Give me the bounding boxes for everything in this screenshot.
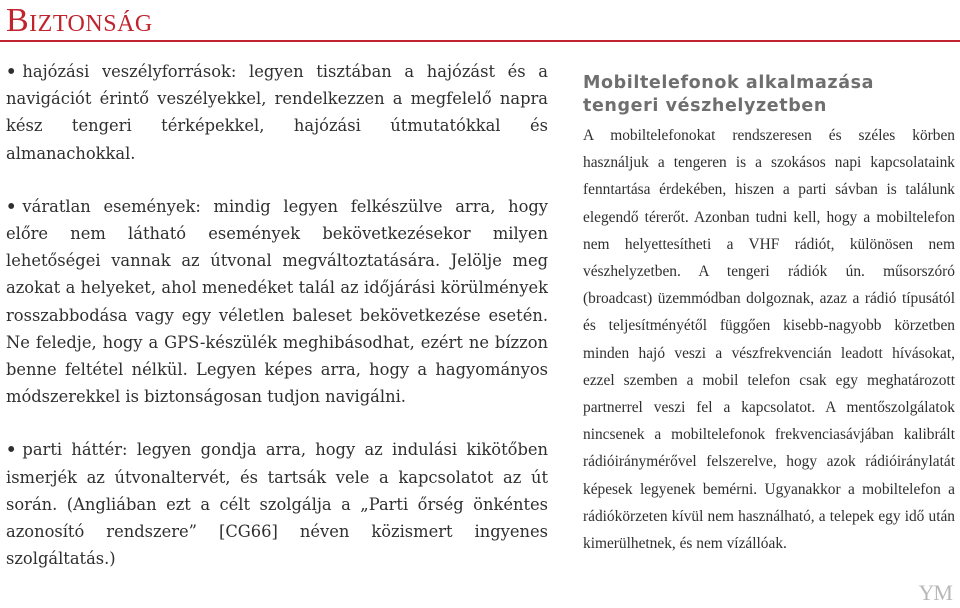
list-item-text: váratlan események: mindig legyen felkészülve arra, hogy előre nem látható események bekövetkezésekor milyen lehetőségei vannak az útvonal megváltoztatására. Jelölje meg azokat a helyeket, ahol menedéket talál az időjárási körülmények rosszabbodása vagy egy véletlen baleset bekövetkezése esetén. Ne feledje, hogy a GPS-készülék meghibásodhat, ezért ne bízzon benne feltétel nélkül. Legyen képes arra, hogy a hagyományos módszerekkel is biztonságosan tudjon navigálni. <box>6 196 548 407</box>
sidebar-title-line2: tengeri vészhelyzetben <box>583 96 827 116</box>
bullet-icon: • <box>6 62 17 81</box>
bullet-icon: • <box>6 440 17 460</box>
bullet-list <box>6 58 548 572</box>
sidebar-title-line1: Mobiltelefonok alkalmazása <box>583 73 875 93</box>
sidebar-title <box>583 72 955 118</box>
sidebar-box <box>583 72 955 557</box>
bullet-icon: • <box>6 196 17 216</box>
sidebar-body: A mobiltelefonokat rendszeresen és széles körben használjuk a tengeren is a szokásos napi kapcsolataink fenntartása érdekében, hiszen a parti sávban is találunk elegendő térerőt. Azonban tudni kell, hogy a mobiltelefon nem helyettesítheti a VHF rádiót, különösen nem vészhelyzetben. A tengeri rádiók ún. műsorszóró (broadcast) üzemmódban dolgoznak, azaz a rádió típusától és teljesítményétől függően kisebb-nagyobb körzetben minden hajó veszi a vészfrekvencián leadott hívásokat, ezzel szemben a mobil telefon csak egy meghatározott partnerrel veszi fel a kapcsolatot. A mentőszolgálatok nincsenek a mobiltelefonok frekvenciasávjában kalibrált rádióiránymérővel felszerelve, hogy azok rádióiránylatát képesek legyenek bemérni. Ugyanakkor a mobiltelefon a rádiókörzeten kívül nem használható, a telepek egy idő után kimerülhetnek, és nem vízállóak. <box>583 127 955 553</box>
title-divider <box>0 40 960 42</box>
list-item <box>6 436 548 572</box>
list-item <box>6 58 548 167</box>
list-item <box>6 193 548 411</box>
page-title: Biztonság <box>6 2 153 39</box>
publisher-logo: YM <box>918 580 952 605</box>
list-item-text: parti háttér: legyen gondja arra, hogy az indulási kikötőben ismerjék az útvonaltervét, és tartsák vele a kapcsolatot az út során. (Angliában ezt a célt szolgálja a „Parti őrség önkéntes azonosító rendszere” [CG66] néven közismert ingyenes szolgáltatás.) <box>6 440 548 569</box>
list-item-text: hajózási veszélyforrások: legyen tisztában a hajózást és a navigációt érintő veszélyekkel, rendelkezzen a megfelelő napra kész tengeri térképekkel, hajózási útmutatókkal és almanachokkal. <box>6 62 548 163</box>
